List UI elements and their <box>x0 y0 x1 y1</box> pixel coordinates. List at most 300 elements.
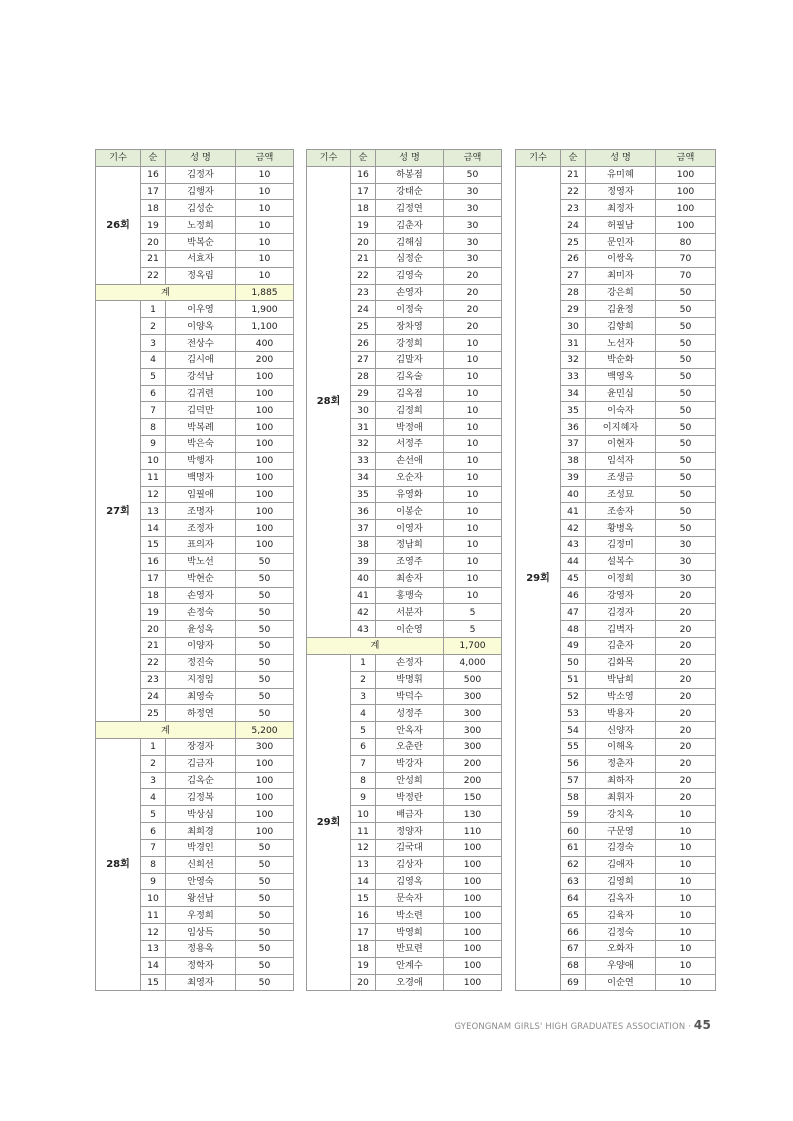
number-cell: 5 <box>351 722 376 739</box>
amount-cell: 20 <box>444 284 502 301</box>
amount-cell: 100 <box>444 873 502 890</box>
amount-cell: 20 <box>656 772 716 789</box>
name-cell: 김옥순 <box>166 772 236 789</box>
amount-cell: 100 <box>656 183 716 200</box>
amount-cell: 10 <box>656 806 716 823</box>
number-cell: 23 <box>141 671 166 688</box>
name-cell: 정옥림 <box>166 267 236 284</box>
name-cell: 김춘자 <box>376 217 444 234</box>
number-cell: 12 <box>141 486 166 503</box>
number-cell: 1 <box>141 738 166 755</box>
number-cell: 68 <box>561 957 586 974</box>
number-cell: 3 <box>351 688 376 705</box>
amount-cell: 20 <box>656 688 716 705</box>
number-cell: 13 <box>141 940 166 957</box>
amount-cell: 50 <box>656 318 716 335</box>
name-cell: 이정희 <box>586 570 656 587</box>
number-cell: 13 <box>351 856 376 873</box>
amount-cell: 50 <box>656 503 716 520</box>
number-cell: 43 <box>561 537 586 554</box>
name-cell: 김영옥 <box>376 873 444 890</box>
name-cell: 조생금 <box>586 469 656 486</box>
number-cell: 30 <box>351 402 376 419</box>
number-cell: 25 <box>141 705 166 722</box>
name-cell: 박상심 <box>166 806 236 823</box>
name-cell: 이해옥 <box>586 738 656 755</box>
name-cell: 오순자 <box>376 469 444 486</box>
amount-cell: 300 <box>444 738 502 755</box>
number-cell: 44 <box>561 553 586 570</box>
amount-cell: 100 <box>236 789 294 806</box>
column-header-generation: 기수 <box>96 150 141 167</box>
name-cell: 설복수 <box>586 553 656 570</box>
number-cell: 50 <box>561 654 586 671</box>
number-cell: 23 <box>561 200 586 217</box>
table-row <box>96 301 294 318</box>
number-cell: 11 <box>141 907 166 924</box>
amount-cell: 10 <box>656 974 716 991</box>
number-cell: 20 <box>351 974 376 991</box>
number-cell: 18 <box>141 200 166 217</box>
amount-cell: 30 <box>656 553 716 570</box>
number-cell: 18 <box>351 940 376 957</box>
name-cell: 유미혜 <box>586 166 656 183</box>
number-cell: 14 <box>141 520 166 537</box>
amount-cell: 70 <box>656 250 716 267</box>
amount-cell: 400 <box>236 335 294 352</box>
amount-cell: 50 <box>236 587 294 604</box>
number-cell: 30 <box>561 318 586 335</box>
number-cell: 63 <box>561 873 586 890</box>
name-cell: 김옥자 <box>586 890 656 907</box>
name-cell: 심정순 <box>376 250 444 267</box>
amount-cell: 100 <box>444 890 502 907</box>
name-cell: 최하자 <box>586 772 656 789</box>
name-cell: 손영자 <box>166 587 236 604</box>
amount-cell: 20 <box>444 301 502 318</box>
amount-cell: 150 <box>444 789 502 806</box>
name-cell: 정용옥 <box>166 940 236 957</box>
amount-cell: 50 <box>656 301 716 318</box>
name-cell: 윤민심 <box>586 385 656 402</box>
amount-cell: 100 <box>236 402 294 419</box>
name-cell: 노정희 <box>166 217 236 234</box>
amount-cell: 50 <box>656 436 716 453</box>
name-cell: 이영자 <box>376 520 444 537</box>
column-header-name: 성 명 <box>166 150 236 167</box>
name-cell: 장경자 <box>166 738 236 755</box>
name-cell: 김경자 <box>586 604 656 621</box>
name-cell: 김덕만 <box>166 402 236 419</box>
amount-cell: 50 <box>656 486 716 503</box>
number-cell: 45 <box>561 570 586 587</box>
name-cell: 조성묘 <box>586 486 656 503</box>
name-cell: 전상수 <box>166 335 236 352</box>
number-cell: 18 <box>141 587 166 604</box>
amount-cell: 50 <box>236 839 294 856</box>
name-cell: 임상득 <box>166 924 236 941</box>
amount-cell: 10 <box>236 166 294 183</box>
number-cell: 64 <box>561 890 586 907</box>
number-cell: 31 <box>561 335 586 352</box>
amount-cell: 30 <box>656 537 716 554</box>
name-cell: 김윤정 <box>586 301 656 318</box>
name-cell: 박소영 <box>586 688 656 705</box>
number-cell: 29 <box>561 301 586 318</box>
amount-cell: 300 <box>444 722 502 739</box>
amount-cell: 10 <box>444 351 502 368</box>
amount-cell: 50 <box>236 957 294 974</box>
name-cell: 백영옥 <box>586 368 656 385</box>
number-cell: 17 <box>141 570 166 587</box>
subtotal-amount: 1,700 <box>444 638 502 655</box>
name-cell: 하봉점 <box>376 166 444 183</box>
amount-cell: 50 <box>236 856 294 873</box>
number-cell: 43 <box>351 621 376 638</box>
number-cell: 10 <box>141 890 166 907</box>
name-cell: 이양자 <box>166 638 236 655</box>
number-cell: 12 <box>351 839 376 856</box>
name-cell: 이봉순 <box>376 503 444 520</box>
number-cell: 21 <box>351 250 376 267</box>
amount-cell: 50 <box>236 553 294 570</box>
number-cell: 59 <box>561 806 586 823</box>
amount-cell: 10 <box>656 890 716 907</box>
name-cell: 노선자 <box>586 335 656 352</box>
amount-cell: 10 <box>236 217 294 234</box>
number-cell: 8 <box>141 419 166 436</box>
amount-cell: 200 <box>236 351 294 368</box>
column-header-amount: 금액 <box>444 150 502 167</box>
amount-cell: 50 <box>656 351 716 368</box>
name-cell: 김옥점 <box>376 385 444 402</box>
amount-cell: 50 <box>656 452 716 469</box>
number-cell: 22 <box>351 267 376 284</box>
number-cell: 16 <box>351 907 376 924</box>
amount-cell: 70 <box>656 267 716 284</box>
name-cell: 박복순 <box>166 234 236 251</box>
name-cell: 오경애 <box>376 974 444 991</box>
name-cell: 박용자 <box>586 705 656 722</box>
name-cell: 김금자 <box>166 755 236 772</box>
amount-cell: 100 <box>236 368 294 385</box>
name-cell: 정양자 <box>376 823 444 840</box>
name-cell: 백명자 <box>166 469 236 486</box>
amount-cell: 100 <box>236 503 294 520</box>
amount-cell: 100 <box>236 452 294 469</box>
amount-cell: 50 <box>656 368 716 385</box>
name-cell: 최영숙 <box>166 688 236 705</box>
amount-cell: 20 <box>656 738 716 755</box>
number-cell: 9 <box>141 436 166 453</box>
amount-cell: 20 <box>656 604 716 621</box>
amount-cell: 50 <box>236 940 294 957</box>
name-cell: 성정주 <box>376 705 444 722</box>
name-cell: 오화자 <box>586 940 656 957</box>
number-cell: 20 <box>351 234 376 251</box>
name-cell: 박정란 <box>376 789 444 806</box>
number-cell: 7 <box>141 839 166 856</box>
amount-cell: 10 <box>236 234 294 251</box>
number-cell: 55 <box>561 738 586 755</box>
column-header-generation: 기수 <box>307 150 351 167</box>
name-cell: 김시애 <box>166 351 236 368</box>
amount-cell: 50 <box>656 520 716 537</box>
number-cell: 34 <box>561 385 586 402</box>
name-cell: 김정연 <box>376 200 444 217</box>
number-cell: 15 <box>351 890 376 907</box>
name-cell: 이양옥 <box>166 318 236 335</box>
name-cell: 박정애 <box>376 419 444 436</box>
name-cell: 김영희 <box>586 873 656 890</box>
generation-cell: 26회 <box>96 166 141 284</box>
amount-cell: 10 <box>656 856 716 873</box>
name-cell: 박덕수 <box>376 688 444 705</box>
number-cell: 6 <box>141 823 166 840</box>
name-cell: 최영자 <box>166 974 236 991</box>
name-cell: 안성희 <box>376 772 444 789</box>
table-row <box>96 738 294 755</box>
name-cell: 정영자 <box>586 183 656 200</box>
number-cell: 66 <box>561 924 586 941</box>
number-cell: 1 <box>351 654 376 671</box>
number-cell: 6 <box>351 738 376 755</box>
amount-cell: 100 <box>444 940 502 957</box>
amount-cell: 10 <box>444 486 502 503</box>
name-cell: 박남희 <box>586 671 656 688</box>
amount-cell: 80 <box>656 234 716 251</box>
number-cell: 40 <box>561 486 586 503</box>
number-cell: 2 <box>351 671 376 688</box>
donor-table-middle <box>306 149 502 991</box>
name-cell: 최정자 <box>586 200 656 217</box>
amount-cell: 100 <box>444 907 502 924</box>
number-cell: 48 <box>561 621 586 638</box>
amount-cell: 10 <box>656 873 716 890</box>
amount-cell: 100 <box>236 772 294 789</box>
amount-cell: 10 <box>444 368 502 385</box>
name-cell: 이정숙 <box>376 301 444 318</box>
name-cell: 임필애 <box>166 486 236 503</box>
name-cell: 김옥술 <box>376 368 444 385</box>
number-cell: 8 <box>351 772 376 789</box>
amount-cell: 50 <box>236 654 294 671</box>
amount-cell: 10 <box>444 452 502 469</box>
name-cell: 문인자 <box>586 234 656 251</box>
amount-cell: 10 <box>236 200 294 217</box>
number-cell: 24 <box>561 217 586 234</box>
number-cell: 9 <box>141 873 166 890</box>
column-header-number: 순 <box>141 150 166 167</box>
name-cell: 김귀련 <box>166 385 236 402</box>
amount-cell: 1,100 <box>236 318 294 335</box>
name-cell: 이숙자 <box>586 402 656 419</box>
column-header-number: 순 <box>561 150 586 167</box>
amount-cell: 100 <box>236 419 294 436</box>
number-cell: 14 <box>141 957 166 974</box>
number-cell: 6 <box>141 385 166 402</box>
amount-cell: 50 <box>236 638 294 655</box>
amount-cell: 20 <box>444 267 502 284</box>
number-cell: 47 <box>561 604 586 621</box>
number-cell: 14 <box>351 873 376 890</box>
column-header-name: 성 명 <box>586 150 656 167</box>
number-cell: 9 <box>351 789 376 806</box>
amount-cell: 30 <box>656 570 716 587</box>
name-cell: 김해심 <box>376 234 444 251</box>
number-cell: 62 <box>561 856 586 873</box>
footer-association-name: GYEONGNAM GIRLS' HIGH GRADUATES ASSOCIATION · <box>454 1021 694 1031</box>
name-cell: 김육자 <box>586 907 656 924</box>
amount-cell: 10 <box>656 823 716 840</box>
subtotal-amount: 5,200 <box>236 722 294 739</box>
number-cell: 15 <box>141 974 166 991</box>
name-cell: 우정희 <box>166 907 236 924</box>
number-cell: 42 <box>351 604 376 621</box>
name-cell: 서분자 <box>376 604 444 621</box>
name-cell: 서정주 <box>376 436 444 453</box>
name-cell: 서효자 <box>166 250 236 267</box>
number-cell: 22 <box>141 654 166 671</box>
name-cell: 이쌍옥 <box>586 250 656 267</box>
number-cell: 49 <box>561 638 586 655</box>
amount-cell: 10 <box>656 924 716 941</box>
generation-cell: 29회 <box>516 166 561 991</box>
amount-cell: 20 <box>656 705 716 722</box>
number-cell: 5 <box>141 368 166 385</box>
name-cell: 지정임 <box>166 671 236 688</box>
number-cell: 8 <box>141 856 166 873</box>
name-cell: 신희선 <box>166 856 236 873</box>
amount-cell: 300 <box>444 688 502 705</box>
name-cell: 이우영 <box>166 301 236 318</box>
page-number: 45 <box>693 1018 711 1032</box>
name-cell: 김경숙 <box>586 839 656 856</box>
subtotal-amount: 1,885 <box>236 284 294 301</box>
amount-cell: 20 <box>656 755 716 772</box>
number-cell: 2 <box>141 755 166 772</box>
name-cell: 이순영 <box>376 621 444 638</box>
name-cell: 왕선남 <box>166 890 236 907</box>
table-row <box>96 166 294 183</box>
name-cell: 안계수 <box>376 957 444 974</box>
amount-cell: 10 <box>656 957 716 974</box>
number-cell: 67 <box>561 940 586 957</box>
number-cell: 20 <box>141 621 166 638</box>
number-cell: 4 <box>141 351 166 368</box>
name-cell: 박영희 <box>376 924 444 941</box>
number-cell: 35 <box>351 486 376 503</box>
number-cell: 39 <box>351 553 376 570</box>
number-cell: 51 <box>561 671 586 688</box>
generation-cell: 27회 <box>96 301 141 722</box>
amount-cell: 100 <box>236 436 294 453</box>
number-cell: 24 <box>351 301 376 318</box>
number-cell: 31 <box>351 419 376 436</box>
amount-cell: 20 <box>656 789 716 806</box>
number-cell: 36 <box>561 419 586 436</box>
name-cell: 최희경 <box>166 823 236 840</box>
number-cell: 61 <box>561 839 586 856</box>
number-cell: 25 <box>561 234 586 251</box>
number-cell: 16 <box>351 166 376 183</box>
name-cell: 강태순 <box>376 183 444 200</box>
amount-cell: 30 <box>444 250 502 267</box>
name-cell: 박은숙 <box>166 436 236 453</box>
amount-cell: 100 <box>236 385 294 402</box>
amount-cell: 200 <box>444 772 502 789</box>
amount-cell: 50 <box>236 890 294 907</box>
number-cell: 37 <box>351 520 376 537</box>
name-cell: 유영화 <box>376 486 444 503</box>
header-row <box>96 150 294 167</box>
number-cell: 3 <box>141 772 166 789</box>
name-cell: 이현자 <box>586 436 656 453</box>
number-cell: 7 <box>351 755 376 772</box>
number-cell: 69 <box>561 974 586 991</box>
header-row <box>516 150 716 167</box>
amount-cell: 100 <box>236 469 294 486</box>
amount-cell: 5 <box>444 621 502 638</box>
number-cell: 17 <box>141 183 166 200</box>
number-cell: 52 <box>561 688 586 705</box>
generation-cell: 28회 <box>96 738 141 990</box>
name-cell: 홍맹숙 <box>376 587 444 604</box>
amount-cell: 50 <box>236 688 294 705</box>
name-cell: 이지혜자 <box>586 419 656 436</box>
table-row <box>307 166 502 183</box>
name-cell: 반묘련 <box>376 940 444 957</box>
amount-cell: 50 <box>656 385 716 402</box>
name-cell: 박명휘 <box>376 671 444 688</box>
amount-cell: 300 <box>444 705 502 722</box>
number-cell: 57 <box>561 772 586 789</box>
number-cell: 17 <box>351 924 376 941</box>
number-cell: 56 <box>561 755 586 772</box>
amount-cell: 1,900 <box>236 301 294 318</box>
name-cell: 김영숙 <box>376 267 444 284</box>
name-cell: 정학자 <box>166 957 236 974</box>
name-cell: 우양애 <box>586 957 656 974</box>
number-cell: 23 <box>351 284 376 301</box>
name-cell: 안영숙 <box>166 873 236 890</box>
column-header-name: 성 명 <box>376 150 444 167</box>
amount-cell: 10 <box>444 385 502 402</box>
number-cell: 33 <box>561 368 586 385</box>
name-cell: 황병옥 <box>586 520 656 537</box>
name-cell: 김정희 <box>376 402 444 419</box>
name-cell: 구문영 <box>586 823 656 840</box>
subtotal-label: 계 <box>307 638 444 655</box>
name-cell: 허필남 <box>586 217 656 234</box>
number-cell: 3 <box>141 335 166 352</box>
amount-cell: 10 <box>444 503 502 520</box>
amount-cell: 5 <box>444 604 502 621</box>
name-cell: 김상자 <box>376 856 444 873</box>
amount-cell: 4,000 <box>444 654 502 671</box>
number-cell: 38 <box>351 537 376 554</box>
number-cell: 35 <box>561 402 586 419</box>
number-cell: 25 <box>351 318 376 335</box>
name-cell: 조명자 <box>166 503 236 520</box>
amount-cell: 20 <box>656 638 716 655</box>
name-cell: 김정숙 <box>586 924 656 941</box>
amount-cell: 30 <box>444 234 502 251</box>
amount-cell: 50 <box>656 335 716 352</box>
number-cell: 24 <box>141 688 166 705</box>
number-cell: 36 <box>351 503 376 520</box>
amount-cell: 100 <box>444 924 502 941</box>
